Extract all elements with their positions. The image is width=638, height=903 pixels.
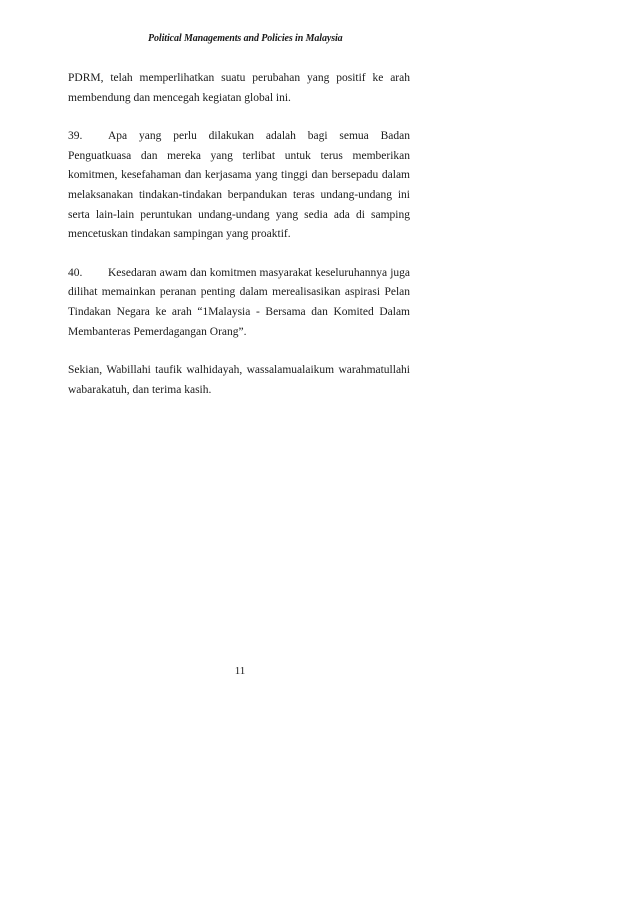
- paragraph-closing: [68, 361, 410, 400]
- paragraph-continuation: [68, 69, 410, 108]
- page-body: [68, 69, 410, 419]
- paragraph-number: 40.: [68, 266, 83, 279]
- paragraph-40: [68, 264, 410, 342]
- paragraph-text: PDRM, telah memperlihatkan suatu perubahan yang positif ke arah membendung dan mencegah kegiatan global ini.: [68, 72, 410, 104]
- paragraph-39: [68, 127, 410, 245]
- paragraph-text: Sekian, Wabillahi taufik walhidayah, wassalamualaikum warahmatullahi wabarakatuh, dan terima kasih.: [68, 364, 410, 396]
- running-header: Political Managements and Policies in Malaysia: [148, 33, 343, 44]
- paragraph-text: Apa yang perlu dilakukan adalah bagi semua Badan Penguatkuasa dan mereka yang terlibat untuk terus memberikan komitmen, kesefahaman dan kerjasama yang tinggi dan bersepadu dalam melaksanakan tindakan-tindakan berpandukan teras undang-undang ini serta lain-lain peruntukan undang-undang yang sedia ada di samping mencetuskan tindakan sampingan yang proaktif.: [68, 130, 410, 241]
- page-number: 11: [234, 665, 246, 677]
- paragraph-number: 39.: [68, 130, 83, 143]
- paragraph-text: Kesedaran awam dan komitmen masyarakat keseluruhannya juga dilihat memainkan peranan penting dalam merealisasikan aspirasi Pelan Tindakan Negara ke arah “1Malaysia - Bersama dan Komited Dalam Membanteras Pemerdagangan Orang”.: [68, 266, 410, 338]
